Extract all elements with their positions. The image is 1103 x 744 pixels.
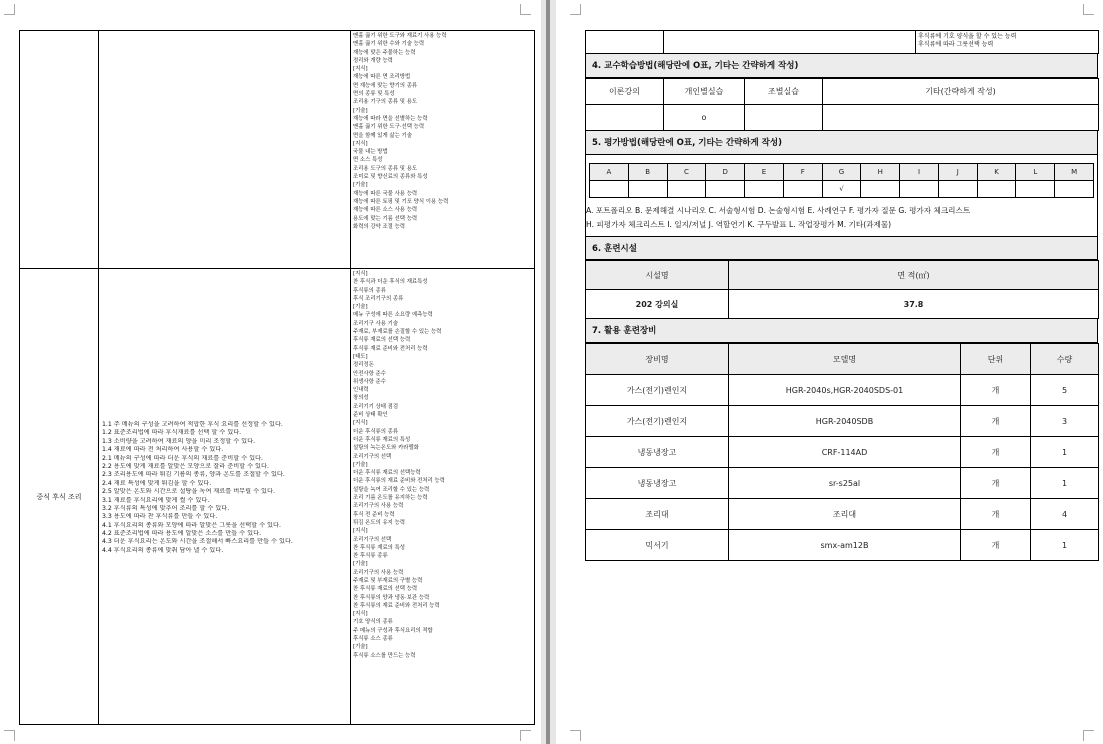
quantity: 1 [1031, 437, 1099, 468]
list-item: 후식류의 종류 [353, 287, 386, 294]
list-item: 더운 후식류 재료의 특성 [353, 436, 411, 443]
list-item: 더운 후식류의 재료 준비와 전처리 능력 [353, 478, 445, 485]
list-item: [지식] [353, 271, 368, 277]
list-item: 찬 후식류의 재료 준비와 전처리 능력 [353, 602, 440, 609]
left-page [0, 0, 541, 744]
list-item: 창의성 [353, 395, 369, 402]
knowledge-line: 후식류에 따라 그릇선택 능력 [918, 41, 994, 48]
list-item: 3.2 후식류의 특성에 맞추어 조리를 할 수 있다. [102, 504, 230, 512]
header-unit: 단위 [961, 344, 1031, 375]
knowledge-cell [916, 31, 1099, 54]
table-row [586, 468, 1099, 499]
header-lecture: 이론강의 [586, 79, 664, 105]
list-item: 설탕을 녹여 조리할 수 있는 능력 [353, 486, 430, 493]
list-item: 2.2 용도에 맞게 재료를 알맞은 모양으로 잘라 준비할 수 있다. [102, 462, 269, 470]
list-item: [기술] [353, 304, 368, 311]
model-name: sr-s25al [729, 468, 961, 499]
unit: 개 [961, 499, 1031, 530]
list-item: 메뉴 구성에 따른 소요량 예측능력 [353, 312, 433, 319]
knowledge-cell [351, 269, 535, 725]
model-name: 조리대 [729, 499, 961, 530]
list-item: 재능에 따라 면을 선별하는 능력 [353, 115, 428, 122]
evaluation-legend [586, 204, 1094, 232]
evaluation-mark [706, 181, 745, 198]
facility-table [585, 260, 1099, 319]
table-row [586, 499, 1099, 530]
value-individual-practice: o [664, 105, 745, 131]
section-7-title: 7. 활용 훈련장비 [585, 319, 1098, 343]
list-item: 후식 조리기구의 종류 [353, 295, 404, 302]
evaluation-letter: J [938, 164, 977, 181]
legend-line: A. 포트폴리오 B. 문제해결 시나리오 C. 서술형시험 D. 논술형시험 E. 사례연구 F. 평가자 질문 G. 평가자 체크리스트 [586, 206, 971, 215]
list-item: 조미료 및 향신료의 종류와 특성 [353, 174, 428, 181]
unit: 개 [961, 375, 1031, 406]
quantity: 1 [1031, 530, 1099, 561]
list-item: 면의 종류 및 특성 [353, 91, 395, 98]
section-4-title: 4. 교수학습방법(해당란에 O표, 기타는 간략하게 작성) [585, 54, 1098, 78]
facility-area: 37.8 [729, 290, 1099, 319]
list-item: 재능에 따른 국물 사용 능력 [353, 190, 418, 197]
evaluation-mark [938, 181, 977, 198]
model-name: CRF-114AD [729, 437, 961, 468]
model-name: HGR-2040s,HGR-2040SDS-01 [729, 375, 961, 406]
list-item: 후식류 소스를 만드는 능력 [353, 652, 416, 659]
list-item: 더운 후식류 재료의 선택능력 [353, 470, 421, 477]
list-item: 국물 내는 방법 [353, 149, 388, 156]
list-item: 4.4 후식요리의 종류에 맞춰 담아 낼 수 있다. [102, 546, 224, 554]
facility-name: 202 강의실 [586, 290, 729, 319]
list-item: 주재료 및 부재료의 구별 능력 [353, 577, 423, 584]
list-item: 재능에 따른 면 조리방법 [353, 74, 411, 81]
list-item: 4.1 후식요리의 종류와 모양에 따라 알맞은 그릇을 선택할 수 있다. [102, 521, 281, 529]
equipment-name: 조리대 [586, 499, 729, 530]
list-item: 4.3 더운 후식요리는 온도와 시간을 조절해서 빠스요리를 만들 수 있다. [102, 538, 293, 546]
list-item: 1.4 재료에 따라 전 처리하여 사용할 수 있다. [102, 446, 224, 454]
table-row [586, 406, 1099, 437]
evaluation-letter: H [861, 164, 900, 181]
list-item: 맨홀 끓기 위한 도구와 재료기 사용 능력 [353, 33, 447, 39]
list-item: [지식] [353, 140, 368, 147]
model-name: smx-am12B [729, 530, 961, 561]
equipment-name: 믹서기 [586, 530, 729, 561]
evaluation-letter: B [628, 164, 667, 181]
list-item: [기술] [353, 461, 368, 468]
table-row [586, 437, 1099, 468]
knowledge-line: 후식류에 기호 양식을 할 수 있는 능력 [918, 33, 1017, 40]
section-5-title: 5. 평가방법(해당란에 O표, 기타는 간략하게 작성) [585, 131, 1098, 155]
list-item: 위생사항 준수 [353, 378, 386, 385]
quantity: 1 [1031, 468, 1099, 499]
value-other [823, 105, 1099, 131]
list-item: 찬 후식류 재료의 선택 능력 [353, 586, 418, 593]
evaluation-mark [590, 181, 629, 198]
list-item: 정리정돈 [353, 362, 374, 369]
evaluation-marks-row [590, 181, 1094, 198]
list-item: 1.1 주 메뉴의 구성을 고려하여 적합한 후식 요리를 선정할 수 있다. [102, 421, 283, 428]
table-row [20, 31, 535, 269]
evaluation-letter: I [900, 164, 939, 181]
evaluation-block [585, 155, 1098, 236]
list-item: 화력의 강약 조절 능력 [353, 223, 406, 230]
subject-cell [20, 31, 99, 269]
table-row [586, 375, 1099, 406]
list-item: 1.3 소비량을 고려하여 재료의 양을 미리 조정할 수 있다. [102, 437, 256, 445]
crop-mark [1083, 4, 1094, 15]
list-item: 용도에 맞는 기름 선택 능력 [353, 215, 418, 222]
list-item: 2.4 재료 특성에 맞게 튀김을 할 수 있다. [102, 479, 212, 487]
crop-mark [4, 4, 15, 15]
evaluation-table [589, 163, 1094, 198]
evaluation-mark [1055, 181, 1094, 198]
table-row [586, 530, 1099, 561]
list-item: [기술] [353, 182, 368, 189]
equipment-name: 냉동냉장고 [586, 437, 729, 468]
unit: 개 [961, 468, 1031, 499]
list-item: 튀김 온도의 유지 능력 [353, 519, 406, 526]
evaluation-letter: C [667, 164, 706, 181]
list-item: 후식 전 준비 능력 [353, 511, 395, 518]
evaluation-mark [900, 181, 939, 198]
list-item: 찬 후식류의 양과 냉동·보관 능력 [353, 594, 430, 601]
header-group-practice: 조별실습 [745, 79, 823, 105]
list-item: 조리기기 상태 점검 [353, 403, 399, 410]
list-item: 조리기구 사용 기술 [353, 320, 399, 327]
ncs-unit-table [19, 30, 535, 725]
quantity: 3 [1031, 406, 1099, 437]
list-item: 조리용 도구의 종류 및 용도 [353, 165, 418, 172]
evaluation-letter: D [706, 164, 745, 181]
knowledge-cell [351, 31, 535, 269]
equipment-name: 가스(전기)렌인지 [586, 375, 729, 406]
list-item: 찬 후식과 더운 후식의 재료특성 [353, 279, 428, 286]
criteria-cell [99, 269, 351, 725]
evaluation-mark [783, 181, 822, 198]
evaluation-mark [667, 181, 706, 198]
list-item: [지식] [353, 611, 368, 618]
list-item: 찬 후식류 종류 [353, 553, 388, 560]
evaluation-mark [1016, 181, 1055, 198]
list-item: 주재료, 부재료를 손질할 수 있는 능력 [353, 329, 442, 336]
evaluation-letter: G [822, 164, 861, 181]
list-item: 4.2 표준조리법에 따라 용도에 알맞은 소스를 만들 수 있다. [102, 530, 262, 538]
evaluation-letter: L [1016, 164, 1055, 181]
list-item: [기술] [353, 561, 368, 568]
subject-name: 중식 후식 조리 [20, 269, 99, 725]
list-item: [지식] [353, 420, 368, 427]
list-item: 조리기구의 사용 능력 [353, 503, 404, 510]
knowledge-list [353, 32, 532, 231]
header-individual-practice: 개인별실습 [664, 79, 745, 105]
value-lecture [586, 105, 664, 131]
list-item: 조리기구의 사용 능력 [353, 569, 404, 576]
crop-mark [1083, 730, 1094, 741]
list-item: 설탕의 녹는온도와 카라멜화 [353, 445, 419, 452]
continuation-table [585, 30, 1098, 561]
header-equipment-name: 장비명 [586, 344, 729, 375]
list-item: [기술] [353, 107, 368, 114]
evaluation-letter: K [977, 164, 1016, 181]
list-item: 인내력 [353, 387, 369, 394]
list-item: [지식] [353, 528, 368, 535]
list-item: 면 재능에 맞는 향기의 종류 [353, 82, 418, 89]
evaluation-mark [977, 181, 1016, 198]
list-item: 기호 양식의 종류 [353, 619, 393, 626]
evaluation-letter: F [783, 164, 822, 181]
table-row [20, 269, 535, 725]
section-6-title: 6. 훈련시설 [585, 236, 1098, 260]
list-item: 재능에 따른 소스 사용 능력 [353, 207, 418, 214]
equipment-name: 가스(전기)렌인지 [586, 406, 729, 437]
list-item: 조리 기름 온도를 유지하는 능력 [353, 495, 428, 502]
list-item: 2.5 알맞은 온도와 시간으로 설탕을 녹여 재료를 버무릴 수 있다. [102, 488, 275, 496]
evaluation-letter: A [590, 164, 629, 181]
header-model-name: 모델명 [729, 344, 961, 375]
list-item: 후식류 재료 준비와 전처리 능력 [353, 345, 428, 352]
quantity: 5 [1031, 375, 1099, 406]
quantity: 4 [1031, 499, 1099, 530]
header-facility-name: 시설명 [586, 261, 729, 290]
evaluation-mark [745, 181, 784, 198]
list-item: 후식류 소스 종류 [353, 636, 393, 643]
list-item: 준비 상태 확인 [353, 412, 388, 419]
criteria-cell [99, 31, 351, 269]
list-item: 3.1 재료를 후식요리에 맞게 썰 수 있다. [102, 496, 210, 504]
top-table [585, 30, 1099, 54]
list-item: 면 소스 특성 [353, 157, 383, 164]
crop-mark [520, 730, 531, 741]
unit: 개 [961, 406, 1031, 437]
equipment-name: 냉동냉장고 [586, 468, 729, 499]
list-item: 조리기구의 선택 [353, 536, 392, 543]
list-item: 2.1 메뉴의 구성에 따라 더운 후식의 재료를 준비할 수 있다. [102, 454, 264, 462]
list-item: 재능에 맞은 주물하는 능력 [353, 49, 416, 56]
list-item: 안전사항 준수 [353, 370, 386, 377]
evaluation-mark: √ [822, 181, 861, 198]
list-item: 재능에 따른 토핑 및 기포 양식 이용 능력 [353, 198, 449, 205]
model-name: HGR-2040SDB [729, 406, 961, 437]
list-item: [태도] [353, 353, 368, 360]
header-quantity: 수량 [1031, 344, 1099, 375]
value-group-practice [745, 105, 823, 131]
evaluation-mark [628, 181, 667, 198]
criteria-list [102, 421, 348, 555]
list-item: 후식류 재료의 선택 능력 [353, 337, 411, 344]
unit: 개 [961, 437, 1031, 468]
list-item: 조리기구의 선택 [353, 453, 392, 460]
crop-mark [570, 4, 581, 15]
equipment-table [585, 343, 1099, 561]
list-item: 조리용 기구의 종류 및 용도 [353, 99, 418, 106]
list-item: 2.3 조리용도에 따라 튀김 기름의 종류, 양과 온도를 조절할 수 있다. [102, 471, 285, 479]
list-item: 더운 후식류의 종류 [353, 428, 399, 435]
legend-line: H. 피평가자 체크리스트 I. 일지/저널 J. 역할연기 K. 구두발표 L. 작업장평가 M. 기타(과제물) [586, 220, 892, 229]
list-item: 면을 함께 있게 삶는 기술 [353, 132, 412, 139]
list-item: 정리와 개량 능력 [353, 57, 393, 64]
list-item: [지식] [353, 66, 368, 73]
list-item: 맨홀 끓기 위한 수와 기술 능력 [353, 41, 425, 48]
teaching-method-table [585, 78, 1099, 131]
header-other: 기타(간략하게 작성) [823, 79, 1099, 105]
page-divider [546, 0, 550, 744]
crop-mark [520, 4, 531, 15]
right-page [556, 0, 1103, 744]
evaluation-letter: M [1055, 164, 1094, 181]
evaluation-letter: E [745, 164, 784, 181]
evaluation-letters-row [590, 164, 1094, 181]
list-item: [기술] [353, 644, 368, 651]
unit: 개 [961, 530, 1031, 561]
crop-mark [4, 730, 15, 741]
list-item: 1.2 표준조리법에 따라 후식재료를 선택 할 수 있다. [102, 429, 242, 437]
list-item: 3.3 용도에 따라 찬 후식류를 만들 수 있다. [102, 513, 218, 521]
list-item: 주 메뉴의 구성과 후식요리의 적합 [353, 627, 433, 634]
evaluation-mark [861, 181, 900, 198]
header-area: 면 적(㎡) [729, 261, 1099, 290]
crop-mark [570, 730, 581, 741]
knowledge-list [353, 270, 532, 660]
list-item: 맨홀 끓기 위한 도구·선택 능력 [353, 124, 425, 131]
list-item: 찬 후식류 재료의 특성 [353, 544, 406, 551]
